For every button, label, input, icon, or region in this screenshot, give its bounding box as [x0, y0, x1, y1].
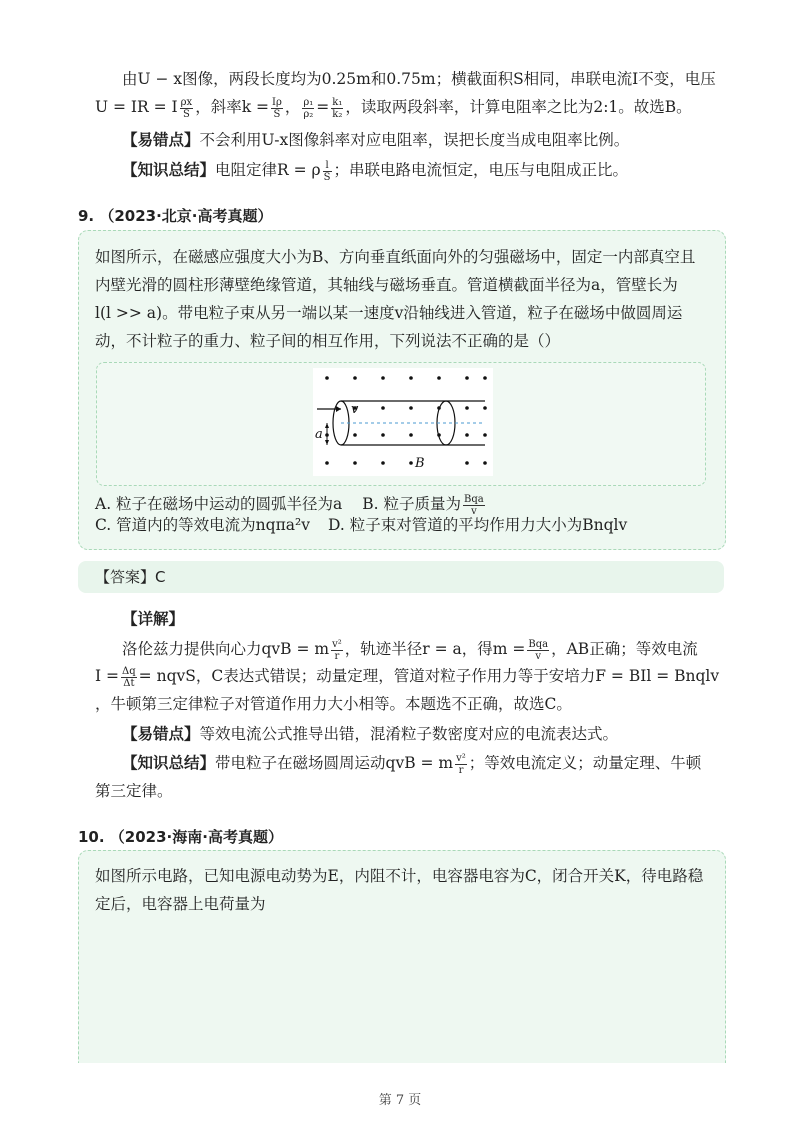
- prev-error-point: 【易错点】不会利用U-x图像斜率对应电阻率，误把长度当成电阻率比例。: [122, 130, 630, 149]
- q9-options-row-2: [95, 513, 627, 537]
- q9-knowledge-summary: 【知识总结】带电粒子在磁场圆周运动qvB = m $\frac{\text{v²}}{r}$ ；等效电流定义；动量定理、牛顿: [122, 752, 702, 776]
- q9-detail-line-2: I = $\frac{\Delta q}{\Delta t}$ = nqvS，C表达式错误；动量定理，管道对粒子作用力等于安培力F = BIl = Bnqlv: [95, 665, 720, 689]
- q9-figure-magnetic-pipe: [313, 368, 493, 476]
- prev-knowledge-summary: 【知识总结】电阻定律R = ρ $\frac{l}{S}$ ；串联电路电流恒定，电压与电阻成正比。: [122, 159, 629, 183]
- q9-stem-line-3: l(l >> a)。带电粒子束从另一端以某一速度v沿轴线进入管道，粒子在磁场中做圆周运: [95, 304, 683, 322]
- q9-option-a: A. 粒子在磁场中运动的圆弧半径为a: [95, 495, 343, 513]
- q9-stem-line-1: 如图所示，在磁感应强度大小为B、方向垂直纸面向外的匀强磁场中，固定一内部真空且: [95, 248, 696, 266]
- q9-option-b: B. 粒子质量为: [362, 495, 462, 513]
- q9-stem-line-2: 内壁光滑的圆柱形薄壁绝缘管道，其轴线与磁场垂直。管道横截面半径为a，管壁长为: [95, 276, 678, 294]
- prev-solution-line-2: U = IR = I $\frac{\rho x}{S}$ ，斜率k = $\frac{I\rho}{S}$ ， $\frac{\text{ρ₁}}{\text{ρ₂}}$ = $\frac{\text{k₁}}{\text{k₂}}$ ，读取两段斜率，计算电阻率之比为2:1。故选B。: [95, 96, 692, 120]
- q9-answer-bar: [78, 561, 724, 593]
- page-number: 第 7 页: [378, 1093, 422, 1108]
- question-9-header: 9. （2023·北京·高考真题）: [78, 207, 273, 225]
- q9-stem-line-4: 动，不计粒子的重力、粒子间的相互作用，下列说法不正确的是（）: [95, 332, 561, 350]
- label-velocity: v: [351, 402, 359, 417]
- label-radius: a: [315, 427, 323, 442]
- q9-detail-label: 【详解】: [122, 609, 185, 628]
- q10-stem-line-2: 定后，电容器上电荷量为: [95, 895, 266, 913]
- q9-answer: 【答案】C: [95, 568, 166, 586]
- label-field: B: [415, 456, 425, 471]
- q9-error-point: 【易错点】等效电流公式推导出错，混淆粒子数密度对应的电流表达式。: [122, 724, 619, 743]
- q9-option-c: C. 管道内的等效电流为nqπa²v: [95, 516, 310, 534]
- q9-knowledge-summary-line-2: 第三定律。: [95, 782, 173, 800]
- q9-detail-line-3: ，牛顿第三定律粒子对管道作用力大小相等。本题选不正确，故选C。: [95, 695, 572, 713]
- prev-solution-line-1: 由U − x图像，两段长度均为0.25m和0.75m；横截面积S相同，串联电流I不变，电压: [122, 70, 716, 88]
- q9-detail-line-1: 洛伦兹力提供向心力qvB = m $\frac{\text{v²}}{r}$ ，轨迹半径r = a，得m = $\frac{\text{Bqa}}{v}$ ，AB正确；等效电流: [122, 638, 698, 662]
- q9-options-row-1: A. 粒子在磁场中运动的圆弧半径为a B. 粒子质量为 $\frac{\text{Bqa}}{v}$: [95, 493, 484, 517]
- q9-option-d: D. 粒子束对管道的平均作用力大小为Bnqlv: [327, 516, 628, 534]
- q10-stem-line-1: 如图所示电路，已知电源电动势为E，内阻不计，电容器电容为C，闭合开关K，待电路稳: [95, 867, 704, 885]
- question-10-header: 10. （2023·海南·高考真题）: [78, 828, 283, 846]
